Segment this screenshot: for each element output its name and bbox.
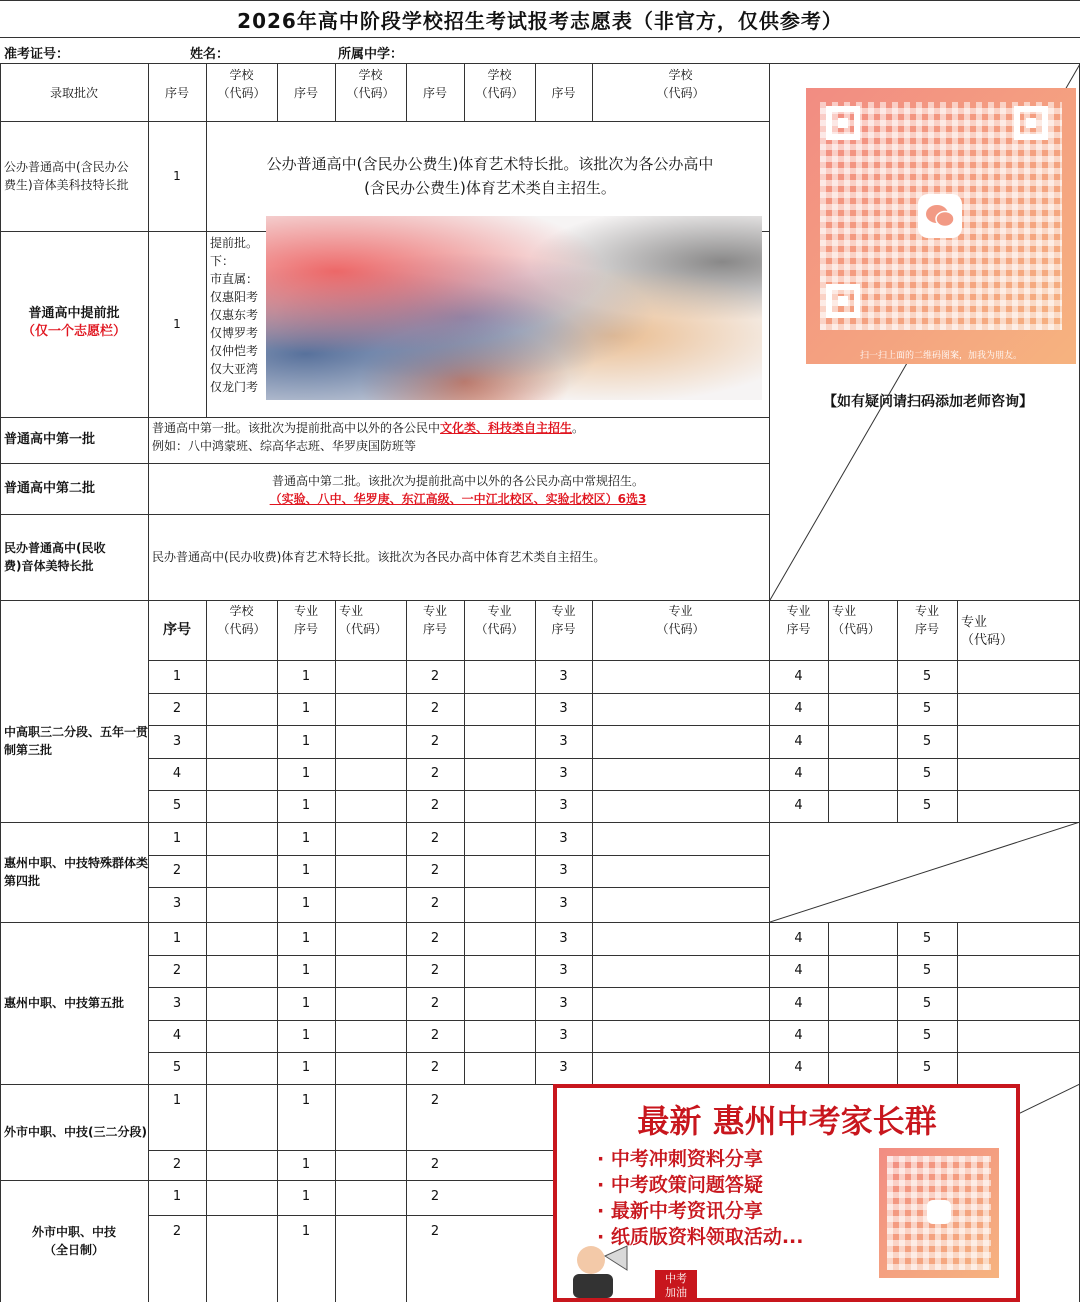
cell-major-seq: 3 — [559, 863, 568, 878]
cell-major-seq: 4 — [794, 930, 803, 946]
cell-major-seq: 3 — [559, 798, 568, 813]
cell-seq: 3 — [172, 995, 182, 1011]
row-art-desc: 公办普通高中(含民办公费生)体育艺术特长批。该批次为各公办高中(含民办公费生)体育艺术类自主招生。 — [266, 155, 714, 197]
cell-major-seq: 1 — [301, 1028, 311, 1043]
lower-header-major-code-2: 专业 （代码） — [475, 604, 524, 636]
cell-major-seq: 1 — [301, 830, 311, 846]
cell-major-seq: 2 — [430, 1093, 440, 1108]
exam-number-label: 准考证号： — [4, 47, 70, 62]
row-early-seq: 1 — [173, 317, 181, 331]
promo-item: · 纸质版资料领取活动... — [597, 1226, 804, 1248]
cell-seq: 4 — [172, 1028, 182, 1043]
cell-major-seq: 2 — [430, 1157, 440, 1172]
cell-major-seq: 1 — [301, 930, 311, 946]
cell-major-seq: 4 — [794, 766, 803, 781]
cell-major-seq: 5 — [922, 1028, 932, 1043]
wechat-icon — [918, 194, 962, 238]
group-7-label: 外市中职、中技 （全日制） — [31, 1225, 116, 1257]
row-first-desc-b: 。 — [572, 421, 585, 435]
cell-major-seq: 3 — [559, 1060, 568, 1075]
cell-seq: 1 — [172, 1189, 182, 1204]
cell-major-seq: 1 — [301, 1093, 311, 1108]
cell-major-seq: 1 — [301, 766, 311, 781]
cell-major-seq: 2 — [430, 863, 440, 878]
header-seq-3: 序号 — [422, 85, 447, 100]
cell-seq: 1 — [172, 830, 182, 846]
row-second-desc: 普通高中第二批。该批次为提前批高中以外的各公民办高中常规招生。 — [271, 474, 644, 488]
cell-major-seq: 2 — [430, 1060, 440, 1075]
cell-major-seq: 1 — [301, 963, 311, 978]
cell-major-seq: 1 — [301, 1224, 311, 1239]
qr-caption: 扫一扫上面的二维码图案，加我为朋友。 — [859, 351, 1022, 361]
cell-major-seq: 4 — [794, 995, 803, 1011]
cell-major-seq: 4 — [794, 733, 803, 749]
cell-major-seq: 2 — [430, 701, 440, 716]
cell-major-seq: 1 — [301, 896, 311, 911]
cell-major-seq: 1 — [301, 733, 311, 749]
cell-major-seq: 2 — [430, 668, 440, 684]
cell-major-seq: 3 — [559, 766, 568, 781]
cell-major-seq: 1 — [301, 863, 311, 878]
cell-major-seq: 4 — [794, 701, 803, 716]
qr-code-promo[interactable] — [879, 1148, 999, 1278]
group-6-label: 外市中职、中技(三二分段) — [4, 1125, 147, 1139]
cell-major-seq: 2 — [430, 733, 440, 749]
lower-header-major-seq: 专业 序号 — [293, 604, 318, 636]
row-art-label: 公办普通高中(含民办公费生)音体美科技特长批 — [4, 160, 129, 192]
school-label: 所属中学： — [338, 47, 404, 62]
cell-major-seq: 2 — [430, 830, 440, 846]
cell-seq: 5 — [172, 1060, 182, 1075]
qr-code-top[interactable] — [806, 88, 1076, 364]
row-early-label-red: （仅一个志愿栏） — [21, 324, 126, 339]
cell-major-seq: 5 — [922, 766, 932, 781]
cell-major-seq: 1 — [301, 1189, 311, 1204]
group-3-label: 中高职三二分段、五年一贯制第三批 — [4, 725, 149, 757]
cell-major-seq: 3 — [559, 930, 568, 946]
cell-major-seq: 5 — [922, 930, 932, 946]
cell-major-seq: 2 — [430, 1224, 440, 1239]
row-first-desc-red: 文化类、科技类自主招生 — [440, 421, 573, 435]
cell-major-seq: 4 — [794, 1028, 803, 1043]
cell-major-seq: 4 — [794, 668, 803, 684]
cell-major-seq: 4 — [794, 798, 803, 813]
header-school-code-2: 学校 （代码） — [346, 68, 395, 100]
row-second-label: 普通高中第二批 — [4, 480, 96, 496]
row-first-desc — [152, 419, 766, 439]
lower-header-major-seq-2: 专业 序号 — [422, 604, 447, 636]
cell-seq: 2 — [172, 963, 182, 978]
cell-major-seq: 5 — [922, 995, 932, 1011]
promo-title: 最新 惠州中考家长群 — [637, 1102, 937, 1140]
cell-major-seq: 1 — [301, 1060, 311, 1075]
cell-major-seq: 2 — [430, 766, 440, 781]
cell-seq: 2 — [172, 863, 182, 878]
promo-item: · 最新中考资讯分享 — [597, 1200, 763, 1222]
row-second-desc-red: （实验、八中、华罗庚、东江高级、一中江北校区、实验北校区）6选3 — [269, 492, 647, 506]
cell-major-seq: 4 — [794, 1060, 803, 1075]
cell-major-seq: 3 — [559, 668, 568, 684]
promo-badge: 中考 加油 — [655, 1270, 697, 1302]
header-seq-2: 序号 — [293, 85, 318, 100]
cell-major-seq: 3 — [559, 995, 568, 1011]
cell-major-seq: 3 — [559, 896, 568, 911]
cell-major-seq: 5 — [922, 963, 932, 978]
cell-major-seq: 5 — [922, 1060, 932, 1075]
candidate-info-row — [0, 38, 1080, 64]
promo-item: · 中考冲刺资料分享 — [597, 1148, 763, 1170]
header-batch: 录取批次 — [49, 85, 98, 100]
row-first-example: 例如：八中鸿蒙班、综高华志班、华罗庚国防班等 — [152, 439, 417, 453]
cell-major-seq: 2 — [430, 930, 440, 946]
promo-list — [597, 1146, 897, 1250]
row-private-art-desc: 民办普通高中(民办收费)体育艺术特长批。该批次为各民办高中体育艺术类自主招生。 — [152, 550, 606, 564]
cell-seq: 1 — [172, 668, 182, 684]
cell-major-seq: 3 — [559, 733, 568, 749]
cell-major-seq: 2 — [430, 995, 440, 1011]
header-seq: 序号 — [164, 85, 189, 100]
cell-seq: 4 — [172, 766, 182, 781]
cell-major-seq: 1 — [301, 798, 311, 813]
group-5-label: 惠州中职、中技第五批 — [4, 996, 125, 1010]
cell-seq: 2 — [172, 701, 182, 716]
lower-header-major-seq-5: 专业 序号 — [914, 604, 939, 636]
lower-header-major-code-3: 专业 （代码） — [656, 604, 705, 636]
cell-major-seq: 5 — [922, 798, 932, 813]
group-4-label: 惠州中职、中技特殊群体类第四批 — [4, 856, 149, 888]
cell-major-seq: 3 — [559, 1028, 568, 1043]
header-school-code: 学校 （代码） — [217, 68, 266, 100]
row-early-label-cell — [0, 300, 148, 346]
cell-major-seq: 1 — [301, 701, 311, 716]
lower-header-school-code: 学校 （代码） — [217, 604, 266, 636]
cell-seq: 3 — [172, 896, 182, 911]
row-private-art-label: 民办普通高中(民收费)音体美特长批 — [4, 541, 106, 573]
lower-header-major-code-5: 专业 （代码） — [961, 615, 1014, 648]
lower-header-major-seq-4: 专业 序号 — [786, 604, 811, 636]
lower-header-major-code: 专业 （代码） — [339, 604, 388, 636]
row-art-seq: 1 — [173, 169, 181, 183]
promo-banner[interactable] — [553, 1084, 1020, 1302]
promo-item: · 中考政策问题答疑 — [597, 1174, 763, 1196]
cell-major-seq: 2 — [430, 896, 440, 911]
cell-seq: 2 — [172, 1157, 182, 1172]
cheer-figure-icon — [561, 1238, 631, 1298]
wechat-icon-small — [927, 1200, 951, 1224]
header-school-code-4: 学校 （代码） — [656, 68, 705, 100]
cell-major-seq: 3 — [559, 963, 568, 978]
cell-seq: 3 — [172, 733, 182, 749]
cell-major-seq: 5 — [922, 668, 932, 684]
diagonal-strike-group4 — [770, 822, 1080, 922]
cell-major-seq: 1 — [301, 995, 311, 1011]
cell-major-seq: 5 — [922, 733, 932, 749]
lower-header-seq: 序号 — [163, 622, 191, 638]
cell-seq: 2 — [172, 1224, 182, 1239]
cell-major-seq: 5 — [922, 701, 932, 716]
cell-major-seq: 2 — [430, 798, 440, 813]
row-first-desc-a: 普通高中第一批。该批次为提前批高中以外的各公民中 — [152, 421, 441, 435]
qr-note: 【如有疑问请扫码添加老师咨询】 — [823, 394, 1033, 410]
watercolor-image — [266, 216, 762, 400]
header-seq-4: 序号 — [551, 85, 576, 100]
cell-major-seq: 4 — [794, 963, 803, 978]
cell-seq: 1 — [172, 930, 182, 946]
lower-header-major-code-4: 专业 （代码） — [832, 604, 881, 636]
row-first-label: 普通高中第一批 — [4, 432, 96, 447]
row-divider — [148, 1150, 555, 1151]
header-school-code-3: 学校 （代码） — [475, 68, 524, 100]
lower-header-major-seq-3: 专业 序号 — [551, 604, 576, 636]
cell-major-seq: 3 — [559, 701, 568, 716]
cell-major-seq: 3 — [559, 830, 568, 846]
cell-major-seq: 1 — [301, 1157, 311, 1172]
cell-major-seq: 2 — [430, 1028, 440, 1043]
cell-major-seq: 2 — [430, 1189, 440, 1204]
row-early-label: 普通高中提前批 — [28, 306, 120, 321]
name-label: 姓名： — [190, 47, 230, 62]
row-divider — [148, 1215, 555, 1216]
cell-seq: 5 — [172, 798, 182, 813]
form-title: 2026年高中阶段学校招生考试报考志愿表（非官方，仅供参考） — [0, 0, 1080, 38]
row-early-list: 提前批。 下： 市直属： 仅惠阳考 仅惠东考 仅博罗考 仅仲恺考 仅大亚湾 仅龙门考 — [210, 236, 259, 394]
cell-major-seq: 2 — [430, 963, 440, 978]
cell-seq: 1 — [172, 1093, 182, 1108]
diagonal-strike-bottom — [1018, 1084, 1080, 1124]
cell-major-seq: 1 — [301, 668, 311, 684]
